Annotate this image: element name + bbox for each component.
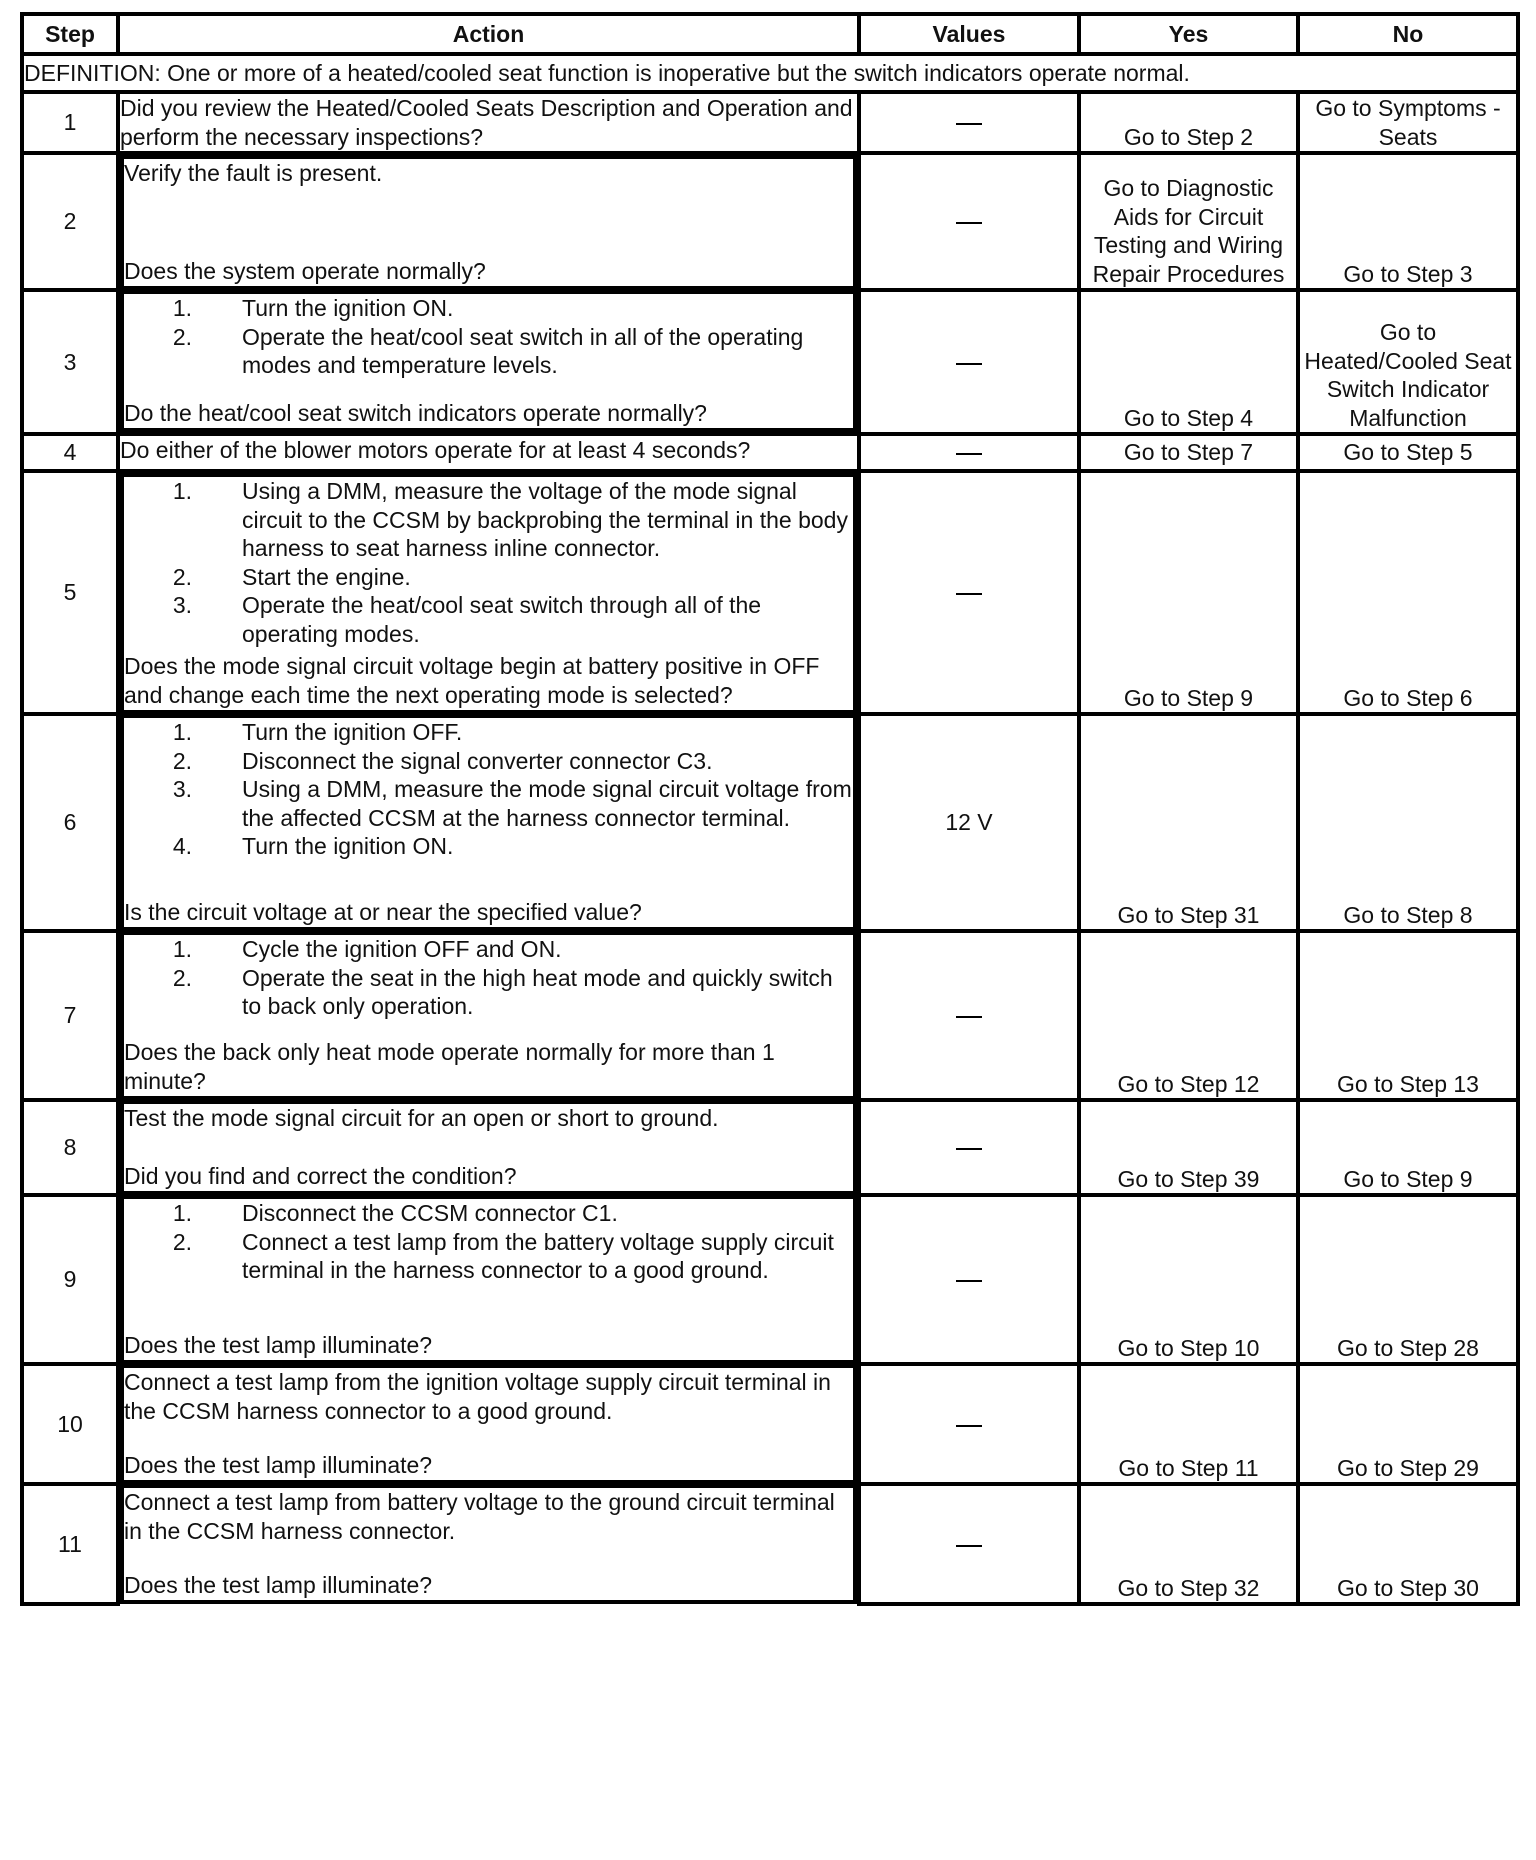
value-cell — [859, 1364, 1079, 1484]
value-cell — [859, 290, 1079, 434]
action-step: 2. Operate the heat/cool seat switch in all of the operating modes and temperature levels. — [224, 323, 853, 380]
action-steps — [124, 294, 853, 380]
action-cell — [120, 290, 857, 432]
action-cell — [118, 92, 859, 153]
yes-cell: Go to Step 31 — [1079, 714, 1298, 931]
action-text: Test the mode signal circuit for an open or short to ground. — [124, 1105, 719, 1131]
action-text: Verify the fault is present. — [124, 160, 383, 186]
value-cell — [859, 434, 1079, 471]
action-steps — [124, 935, 853, 1021]
action-steps — [124, 1199, 853, 1285]
no-cell: Go to Step 6 — [1298, 471, 1518, 714]
step-number: 11 — [22, 1484, 118, 1604]
table-row — [22, 1364, 1518, 1484]
step-number: 8 — [22, 1100, 118, 1195]
action-text: Connect a test lamp from battery voltage to the ground circuit terminal in the CCSM harness connector. — [124, 1489, 835, 1544]
yes-cell: Go to Step 9 — [1079, 471, 1298, 714]
yes-cell: Go to Step 32 — [1079, 1484, 1298, 1604]
action-text: Connect a test lamp from the ignition voltage supply circuit terminal in the CCSM harness connector to a good ground. — [124, 1369, 831, 1424]
no-cell: Go to Step 5 — [1298, 434, 1518, 471]
no-cell: Go to Step 28 — [1298, 1195, 1518, 1364]
yes-cell: Go to Step 39 — [1079, 1100, 1298, 1195]
action-cell — [120, 1364, 857, 1484]
value-cell — [859, 931, 1079, 1100]
value-cell — [859, 714, 1079, 931]
yes-cell: Go to Step 2 — [1079, 92, 1298, 153]
action-steps — [124, 718, 853, 861]
action-cell — [120, 931, 857, 1100]
value-cell — [859, 1195, 1079, 1364]
action-step: 1. Turn the ignition ON. — [224, 294, 853, 323]
yes-cell: Go to Step 7 — [1079, 434, 1298, 471]
action-question: Do the heat/cool seat switch indicators operate normally? — [124, 399, 707, 426]
action-question: Does the test lamp illuminate? — [124, 1331, 433, 1358]
value-cell — [859, 471, 1079, 714]
action-step: 2. Disconnect the signal converter connector C3. — [224, 747, 853, 776]
yes-cell: Go to Diagnostic Aids for Circuit Testing and Wiring Repair Procedures — [1079, 153, 1298, 290]
action-cell — [120, 473, 857, 714]
step-number: 5 — [22, 471, 118, 714]
action-step: 1. Using a DMM, measure the voltage of the mode signal circuit to the CCSM by backprobing the terminal in the body harness to seat harness inline connector. — [224, 477, 853, 563]
action-question: Does the system operate normally? — [124, 257, 486, 284]
header-no: No — [1298, 14, 1518, 54]
no-cell: Go to Step 3 — [1298, 153, 1518, 290]
header-step: Step — [22, 14, 118, 54]
value-cell — [859, 1100, 1079, 1195]
action-question: Does the test lamp illuminate? — [124, 1451, 433, 1478]
step-number: 10 — [22, 1364, 118, 1484]
no-cell: Go to Step 8 — [1298, 714, 1518, 931]
action-text: Did you review the Heated/Cooled Seats Description and Operation and perform the necessary inspections? — [120, 95, 853, 150]
action-step: 1. Turn the ignition OFF. — [224, 718, 853, 747]
header-action: Action — [118, 14, 859, 54]
action-step: 2. Start the engine. — [224, 563, 853, 592]
action-question: Does the mode signal circuit voltage begin at battery positive in OFF and change each time the next operating mode is selected? — [124, 653, 820, 708]
action-step: 4. Turn the ignition ON. — [224, 832, 853, 861]
step-number: 9 — [22, 1195, 118, 1364]
no-cell: Go to Step 29 — [1298, 1364, 1518, 1484]
yes-cell: Go to Step 12 — [1079, 931, 1298, 1100]
no-cell: Go to Heated/Cooled Seat Switch Indicator Malfunction — [1298, 290, 1518, 434]
no-cell: Go to Symptoms - Seats — [1298, 92, 1518, 153]
action-cell — [120, 1195, 857, 1364]
step-number: 1 — [22, 92, 118, 153]
step-number: 4 — [22, 434, 118, 471]
value-cell — [859, 1484, 1079, 1604]
action-step: 3. Operate the heat/cool seat switch through all of the operating modes. — [224, 591, 853, 648]
action-cell — [118, 434, 859, 471]
table-row — [22, 471, 1518, 714]
action-question: Did you find and correct the condition? — [124, 1162, 517, 1189]
table-row — [22, 290, 1518, 434]
yes-cell: Go to Step 11 — [1079, 1364, 1298, 1484]
no-cell: Go to Step 30 — [1298, 1484, 1518, 1604]
step-number: 6 — [22, 714, 118, 931]
table-row — [22, 92, 1518, 153]
action-cell — [120, 155, 857, 290]
step-number: 2 — [22, 153, 118, 290]
header-yes: Yes — [1079, 14, 1298, 54]
value-cell — [859, 92, 1079, 153]
action-step: 2. Operate the seat in the high heat mode and quickly switch to back only operation. — [224, 964, 853, 1021]
table-row — [22, 1100, 1518, 1195]
yes-cell: Go to Step 4 — [1079, 290, 1298, 434]
definition-text: DEFINITION: One or more of a heated/cooled seat function is inoperative but the switch indicators operate normal. — [22, 54, 1518, 92]
no-cell: Go to Step 13 — [1298, 931, 1518, 1100]
table-row — [22, 434, 1518, 471]
table-row — [22, 1484, 1518, 1604]
action-step: 3. Using a DMM, measure the mode signal circuit voltage from the affected CCSM at the harness connector terminal. — [224, 775, 853, 832]
header-row — [22, 14, 1518, 54]
action-cell — [120, 1100, 857, 1195]
header-values: Values — [859, 14, 1079, 54]
action-step: 1. Cycle the ignition OFF and ON. — [224, 935, 853, 964]
action-question: Is the circuit voltage at or near the specified value? — [124, 898, 642, 925]
action-cell — [120, 1484, 857, 1604]
value-cell — [859, 153, 1079, 290]
definition-row — [22, 54, 1518, 92]
no-cell: Go to Step 9 — [1298, 1100, 1518, 1195]
diagnostic-table — [20, 12, 1520, 1606]
table-row — [22, 714, 1518, 931]
table-row — [22, 153, 1518, 290]
action-text: Do either of the blower motors operate for at least 4 seconds? — [120, 437, 751, 463]
step-number: 3 — [22, 290, 118, 434]
value-text: 12 V — [945, 809, 993, 836]
step-number: 7 — [22, 931, 118, 1100]
table-row — [22, 1195, 1518, 1364]
table-row — [22, 931, 1518, 1100]
action-steps — [124, 477, 853, 648]
action-question: Does the back only heat mode operate normally for more than 1 minute? — [124, 1039, 775, 1094]
action-step: 1. Disconnect the CCSM connector C1. — [224, 1199, 853, 1228]
yes-cell: Go to Step 10 — [1079, 1195, 1298, 1364]
action-step: 2. Connect a test lamp from the battery voltage supply circuit terminal in the harness connector to a good ground. — [224, 1228, 853, 1285]
action-cell — [120, 714, 857, 931]
action-question: Does the test lamp illuminate? — [124, 1571, 433, 1598]
